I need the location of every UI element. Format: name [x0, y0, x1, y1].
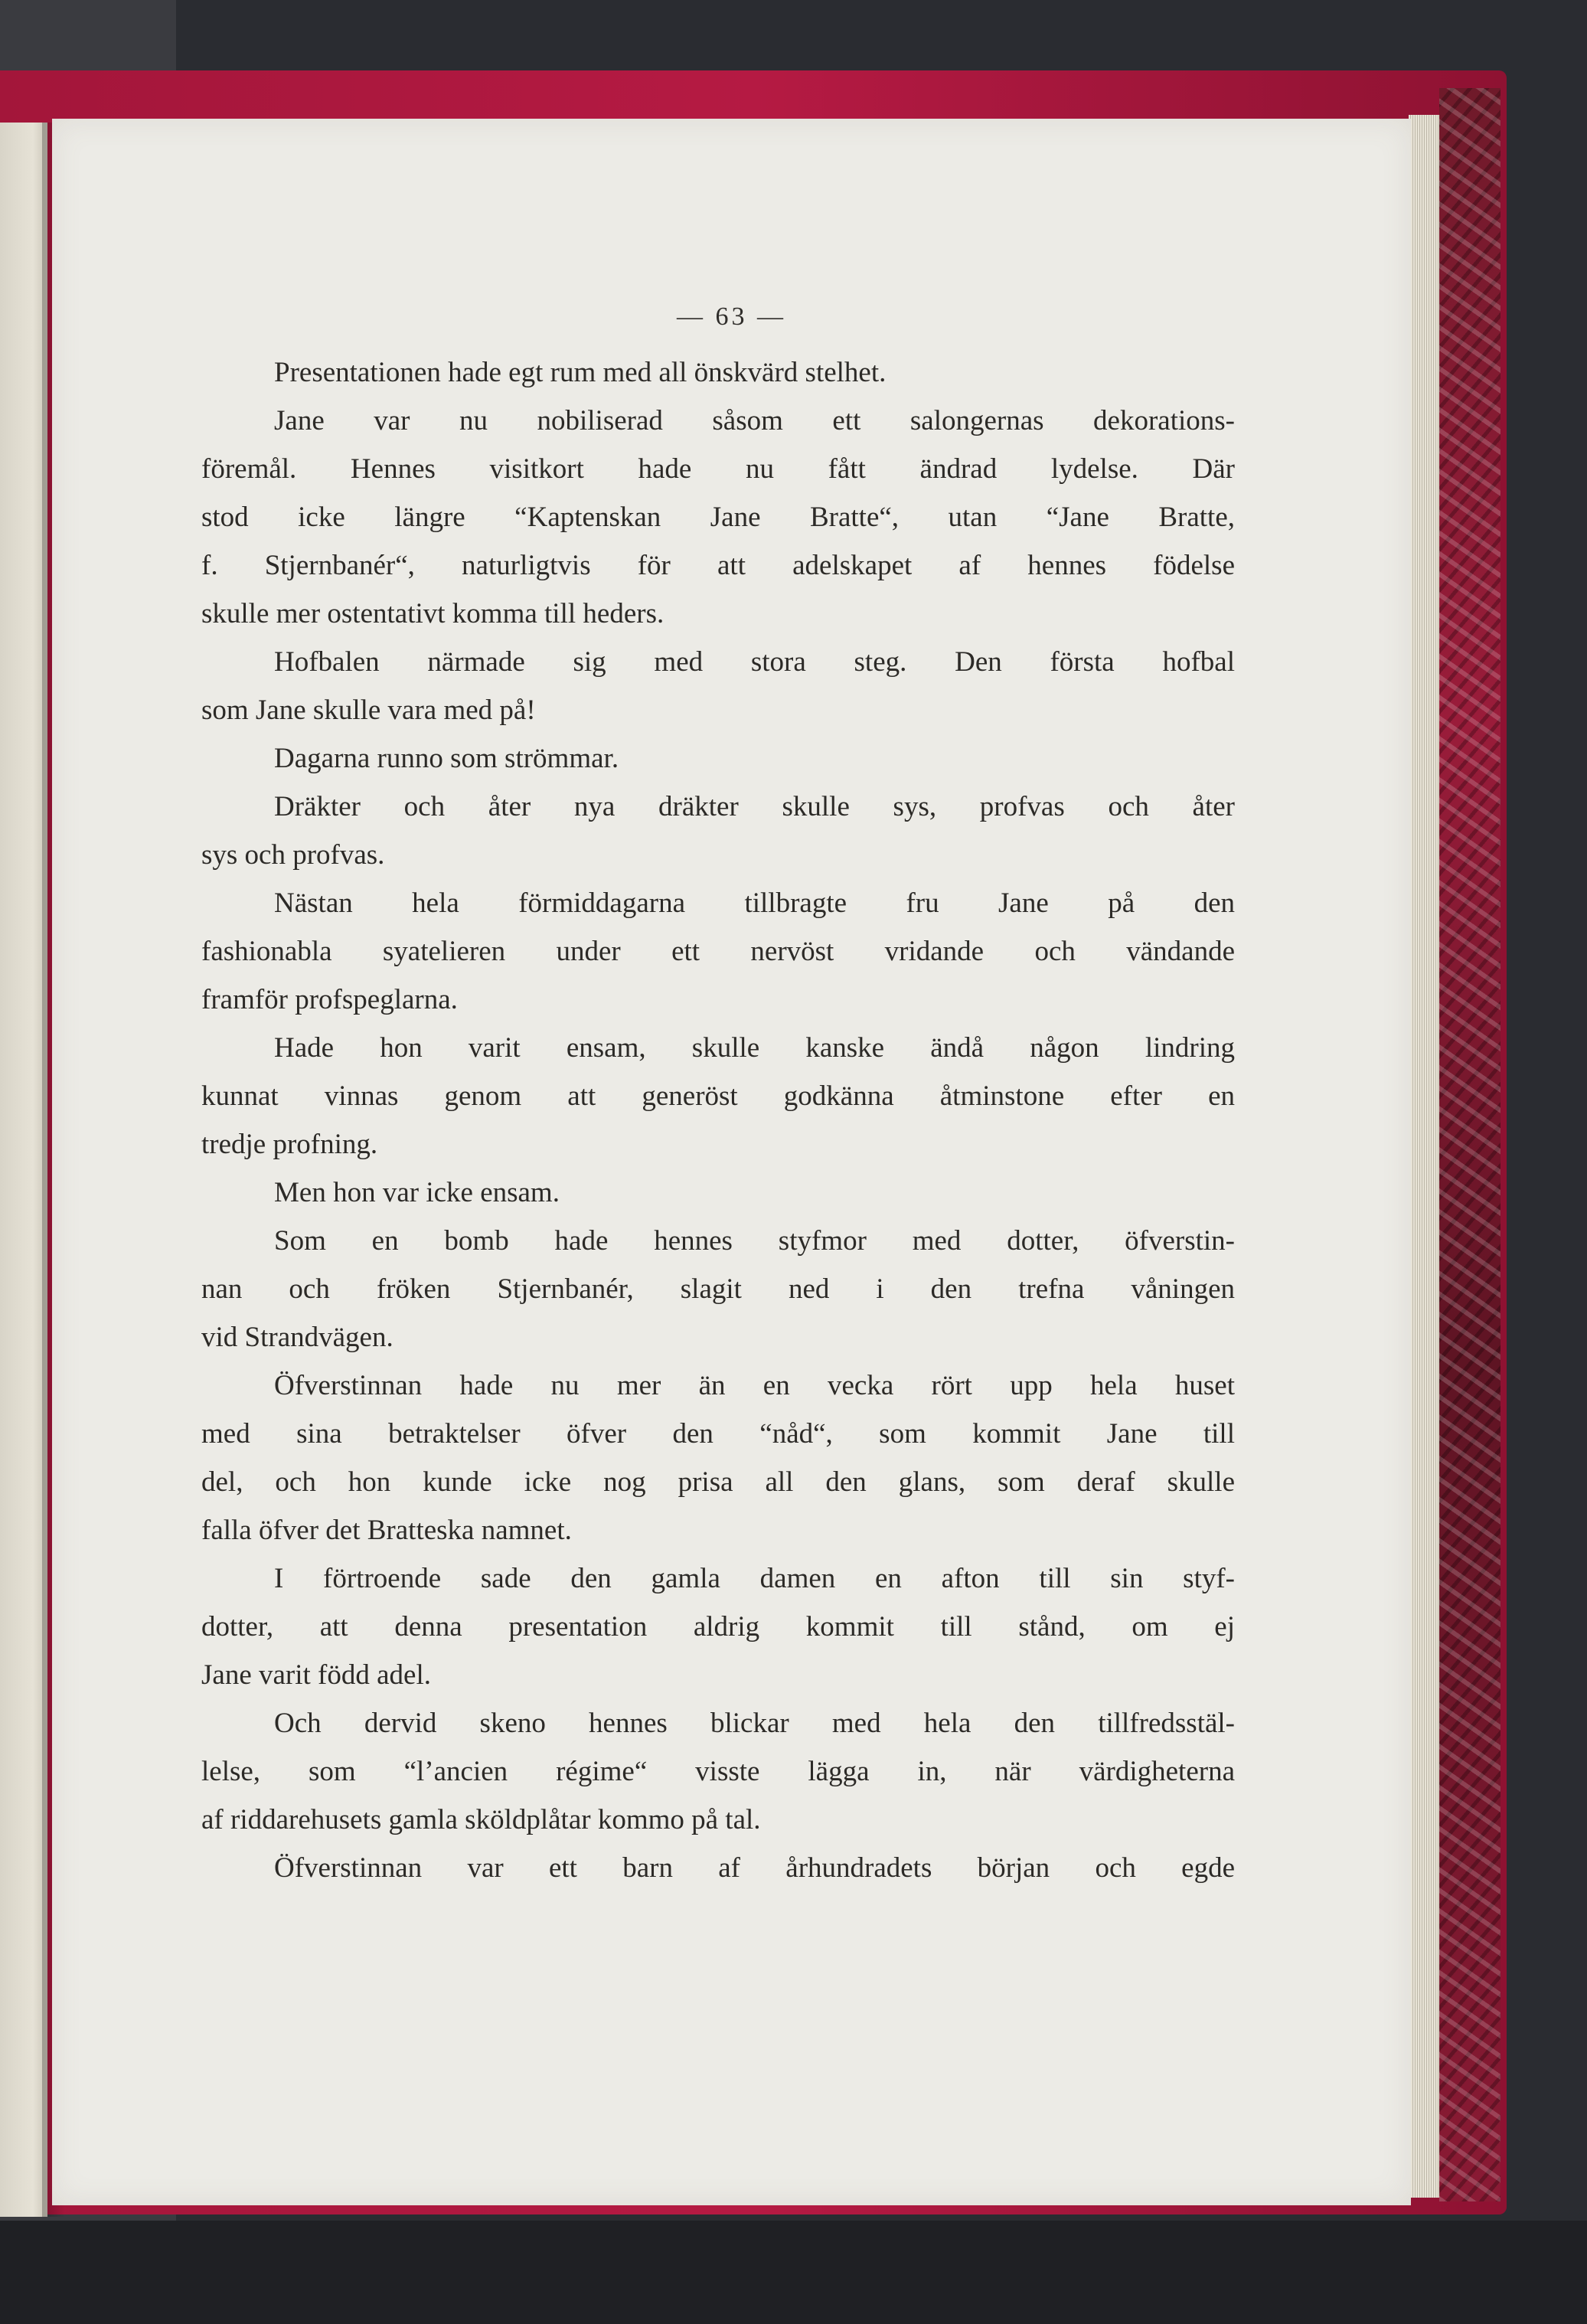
- text-line: stod icke längre “Kaptenskan Jane Bratte“, utan “Jane Bratte,: [201, 502, 1235, 533]
- text-line: sys och profvas.: [201, 839, 385, 871]
- text-line: vid Strandvägen.: [201, 1322, 393, 1353]
- facing-page-sliver: [0, 123, 47, 2217]
- text-line: skulle mer ostentativt komma till heders.: [201, 598, 665, 629]
- text-line: falla öfver det Bratteska namnet.: [201, 1515, 572, 1546]
- text-line: Dräkter och åter nya dräkter skulle sys, profvas och åter: [274, 791, 1235, 822]
- text-line: med sina betraktelser öfver den “nåd“, som kommit Jane till: [201, 1418, 1235, 1450]
- text-line: tredje profning.: [201, 1129, 378, 1160]
- text-line: Öfverstinnan var ett barn af århundradets början och egde: [274, 1852, 1235, 1884]
- text-line: Dagarna runno som strömmar.: [274, 743, 619, 774]
- text-line: af riddarehusets gamla sköldplåtar kommo på tal.: [201, 1804, 761, 1835]
- page-number: — 63 —: [677, 302, 786, 331]
- text-line: f. Stjernbanér“, naturligtvis för att adelskapet af hennes födelse: [201, 550, 1235, 581]
- page-text: [201, 348, 1235, 1892]
- text-line: lelse, som “l’ancien régime“ visste lägga in, när värdigheterna: [201, 1756, 1235, 1787]
- text-line: kunnat vinnas genom att generöst godkänna åtminstone efter en: [201, 1080, 1235, 1112]
- text-line: Som en bomb hade hennes styfmor med dotter, öfverstin-: [274, 1225, 1235, 1257]
- text-line: I förtroende sade den gamla damen en afton till sin styf-: [274, 1563, 1235, 1594]
- text-line: Och dervid skeno hennes blickar med hela den tillfredsstäl-: [274, 1708, 1235, 1739]
- background-bottom: [0, 2221, 1587, 2324]
- marbled-edge: [1439, 88, 1500, 2201]
- text-line: nan och fröken Stjernbanér, slagit ned i den trefna våningen: [201, 1273, 1235, 1305]
- text-line: framför profspeglarna.: [201, 984, 458, 1015]
- page-fore-edge: [1409, 115, 1439, 2198]
- text-line: Presentationen hade egt rum med all önskvärd stelhet.: [274, 357, 887, 388]
- text-line: Men hon var icke ensam.: [274, 1177, 560, 1208]
- book-page: [52, 119, 1411, 2205]
- text-line: Hade hon varit ensam, skulle kanske ändå någon lindring: [274, 1032, 1235, 1064]
- text-line: Nästan hela förmiddagarna tillbragte fru Jane på den: [274, 887, 1235, 919]
- text-line: som Jane skulle vara med på!: [201, 695, 536, 726]
- text-line: Jane var nu nobiliserad såsom ett salongernas dekorations-: [274, 405, 1235, 436]
- text-line: del, och hon kunde icke nog prisa all den glans, som deraf skulle: [201, 1466, 1235, 1498]
- text-line: Hofbalen närmade sig med stora steg. Den första hofbal: [274, 646, 1235, 678]
- text-line: Öfverstinnan hade nu mer än en vecka rört upp hela huset: [274, 1370, 1235, 1401]
- text-line: dotter, att denna presentation aldrig kommit till stånd, om ej: [201, 1611, 1235, 1642]
- text-line: fashionabla syatelieren under ett nervöst vridande och vändande: [201, 936, 1235, 967]
- text-line: Jane varit född adel.: [201, 1659, 431, 1691]
- text-line: föremål. Hennes visitkort hade nu fått ändrad lydelse. Där: [201, 453, 1235, 485]
